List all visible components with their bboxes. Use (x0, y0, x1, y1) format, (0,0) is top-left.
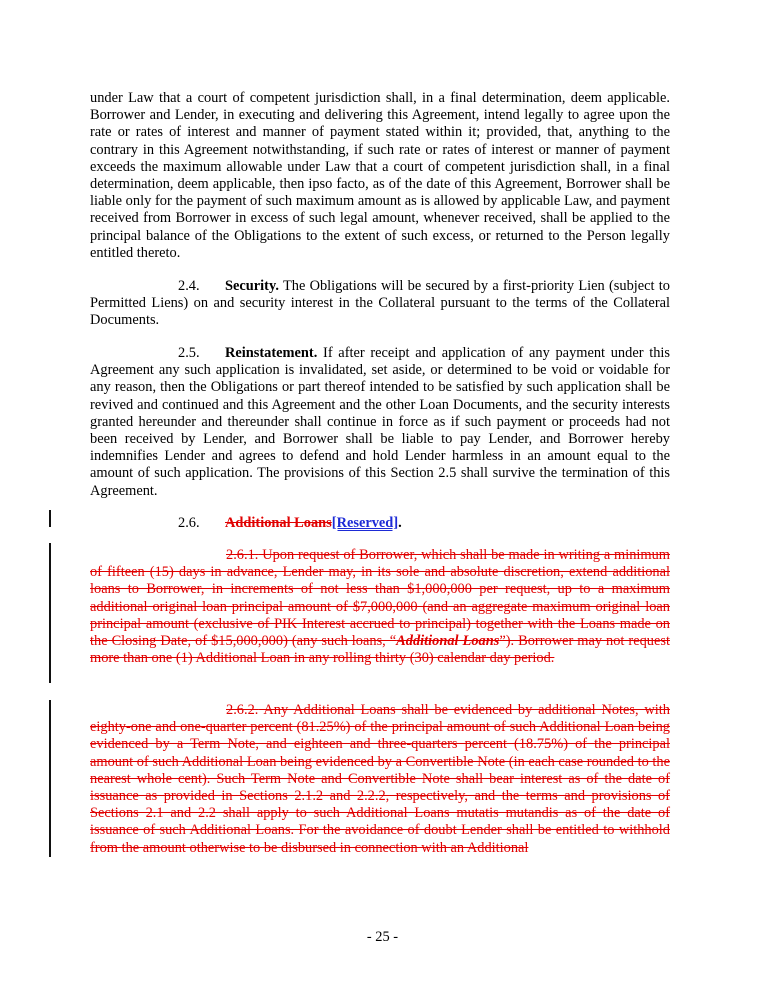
section-2-6 (90, 515, 670, 532)
section-2-6-1 (90, 547, 670, 667)
page-number: - 25 - (366, 929, 399, 945)
section-body: If after receipt and application of any payment under this Agreement any such application is invalidated, set aside, or determined to be void or voidable for any reason, then the Obligations or part thereof intended to be satisfied by such application shall be revived and continued and this Agreement and the other Loan Documents, and the security interests granted hereunder and thereunder shall continue in force as if such payment or proceeds had not been received by Lender, and Borrower shall be liable to pay Lender, and Borrower hereby indemnifies Lender and agrees to defend and hold Lender harmless in an amount equal to the amount of such application. The provisions of this Section 2.5 shall survive the termination of this Agreement. (90, 345, 670, 499)
inserted-heading: [Reserved] (331, 515, 399, 531)
section-heading: Security. (225, 278, 279, 294)
subsection-text: Any Additional Loans shall be evidenced by additional Notes, with eighty-one and one-quarter percent (81.25%) of the principal amount of such Additional Loan being evidenced by a Term Note, and eighteen and three-quarters percent (18.75%) of the principal amount of such Additional Loan being evidenced by a Convertible Note (in each case rounded to the nearest whole cent). Such Term Note and Convertible Note shall bear interest as of the date of issuance as provided in Sections 2.1.2 and 2.2.2, respectively, and the terms and provisions of Sections 2.1 and 2.2 shall apply to such Additional Loans mutatis mutandis as of the date of issuance of such Additional Loans. For the avoidance of doubt Lender shall be entitled to withhold from the amount otherwise to be disbursed in connection with an Additional (90, 702, 670, 856)
heading-period: . (398, 515, 402, 531)
section-2-6-2 (90, 702, 670, 857)
deleted-heading: Additional Loans (225, 515, 332, 531)
subsection-number: 2.6.2. (226, 702, 259, 718)
section-heading: Reinstatement. (225, 345, 318, 361)
subsection-text: Upon request of Borrower, which shall be made in writing a minimum of fifteen (15) days in advance, Lender may, in its sole and absolute discretion, extend additional loans to Borrower, in increments of not less than $1,000,000 per request, up to a maximum additional original loan principal amount of $7,000,000 (and an aggregate maximum original loan principal amount (exclusive of PIK Interest accrued to principal) together with the Loans made on the Closing Date, of $15,000,000) (any such loans, “ (90, 547, 670, 650)
subsection-number: 2.6.1. (226, 547, 259, 563)
defined-term: Additional Loans (396, 633, 500, 650)
change-bar (49, 700, 51, 857)
section-number: 2.5. (178, 345, 200, 361)
opening-paragraph (90, 90, 670, 262)
change-bar (49, 510, 51, 527)
section-body: The Obligations will be secured by a first-priority Lien (subject to Permitted Liens) on and security interest in the Collateral pursuant to the terms of the Collateral Documents. (90, 278, 670, 329)
paragraph-text: under Law that a court of competent jurisdiction shall, in a final determination, deem applicable. Borrower and Lender, in executing and delivering this Agreement, intend legally to agree upon the rate or rates of interest and manner of payment stated within it; provided, that, anything to the contrary in this Agreement notwithstanding, if such rate or rates of interest or manner of payment exceeds the maximum allowable under Law that a court of competent jurisdiction shall, in a final determination, deem applicable, then ipso facto, as of the date of this Agreement, Borrower shall be liable only for the payment of such maximum amount as is allowed by applicable Law, and payment received from Borrower in excess of such legal amount, whenever received, shall be applied to the principal balance of the Obligations to the extent of such excess, or returned to the Person legally entitled thereto. (90, 90, 670, 261)
section-number: 2.6. (178, 515, 200, 531)
change-bar (49, 543, 51, 683)
section-2-4 (90, 278, 670, 330)
section-2-5 (90, 345, 670, 500)
subsection-text-end: ”). Borrower may not request more than one (1) Additional Loan in any rolling thirty (30) calendar day period. (90, 633, 670, 667)
section-number: 2.4. (178, 278, 200, 294)
